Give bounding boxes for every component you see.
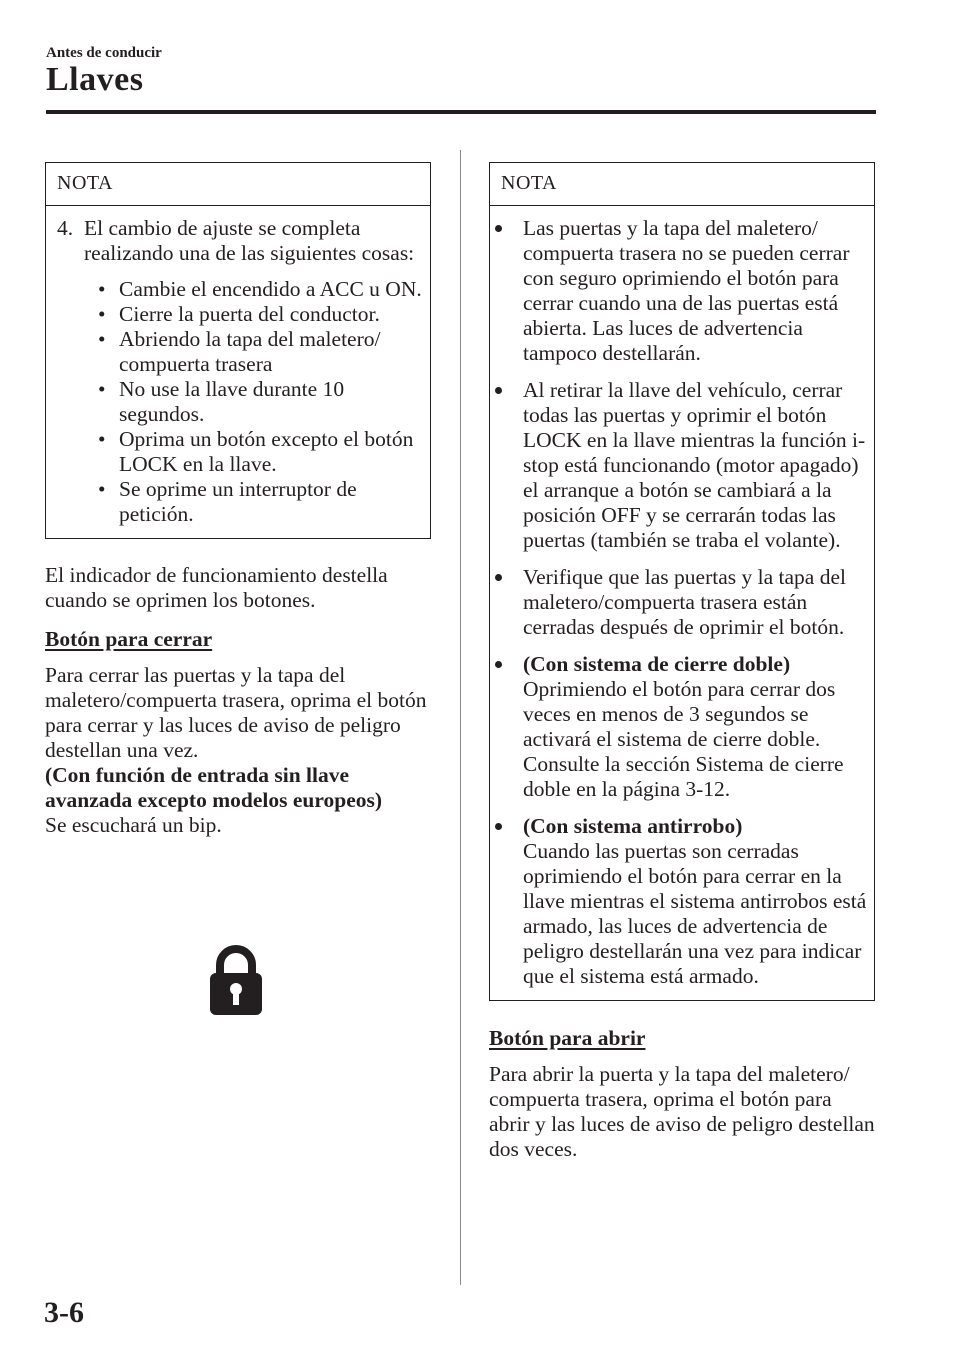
- list-item-text: Al retirar la llave del vehículo, cerrar todas las puertas y oprimir el botón LOCK en la llave mientras la función i-stop está funcionando (motor apagado) el arranque a botón se cambiará a la posición OFF y se cerrarán todas las puertas (también se traba el volante).: [523, 378, 866, 552]
- list-item: [490, 216, 868, 366]
- list-item-text: No use la llave durante 10 segundos.: [119, 377, 345, 426]
- bullet-icon: [495, 823, 502, 830]
- lock-paragraph: [45, 663, 431, 838]
- bullet-icon: •: [98, 427, 106, 451]
- note-body: [46, 206, 430, 538]
- lock-text: Para cerrar las puertas y la tapa del maletero/compuerta trasera, oprima el botón para cerrar y las luces de aviso de peligro destellan una vez.: [45, 663, 427, 762]
- list-item-text: Cierre la puerta del conductor.: [119, 302, 380, 326]
- list-item-text: Oprima un botón excepto el botón LOCK en la llave.: [119, 427, 414, 476]
- section-label: Antes de conducir: [46, 45, 162, 61]
- list-item-text: Verifique que las puertas y la tapa del maletero/compuerta trasera están cerradas después de oprimir el botón.: [523, 565, 846, 639]
- list-item: [84, 477, 430, 527]
- list-item: [490, 652, 868, 802]
- note-heading: NOTA: [46, 163, 430, 206]
- bullet-icon: •: [98, 302, 106, 326]
- lock-button-heading: Botón para cerrar: [45, 627, 213, 651]
- item-number: 4.: [57, 216, 74, 240]
- list-item-text: Las puertas y la tapa del maletero/ compuerta trasera no se pueden cerrar con seguro oprimiendo el botón para cerrar cuando una de las puertas está abierta. Las luces de advertencia tampoco destellarán.: [523, 216, 850, 365]
- bullet-icon: •: [98, 477, 106, 501]
- list-item-bold: (Con sistema antirrobo): [523, 814, 743, 838]
- note-body: [490, 206, 874, 1000]
- right-column: [489, 162, 875, 1162]
- page-number: 3-6: [44, 1296, 84, 1329]
- list-item-text: Abriendo la tapa del maletero/ compuerta trasera: [119, 327, 381, 376]
- bullet-icon: [495, 225, 502, 232]
- left-column: [45, 162, 431, 838]
- list-item-text: Oprimiendo el botón para cerrar dos veces en menos de 3 segundos se activará el sistema de cierre doble. Consulte la sección Sistema de cierre doble en la página 3-12.: [523, 677, 844, 801]
- sub-list: [84, 277, 430, 527]
- list-item: [84, 377, 430, 427]
- column-divider: [460, 150, 461, 1285]
- list-item: [490, 814, 868, 989]
- list-item-text: Cuando las puertas son cerradas oprimiendo el botón para cerrar en la llave mientras el sistema antirrobos está armado, las luces de advertencia de peligro destellarán una vez para indicar que el sistema está armado.: [523, 839, 867, 988]
- list-item-text: Se oprime un interruptor de petición.: [119, 477, 357, 526]
- bullet-icon: •: [98, 327, 106, 351]
- unlock-button-heading: Botón para abrir: [489, 1026, 646, 1050]
- item-text: El cambio de ajuste se completa realizando una de las siguientes cosas:: [84, 216, 415, 265]
- list-item: [84, 327, 430, 377]
- bullet-icon: [495, 661, 502, 668]
- note-box-left: [45, 162, 431, 539]
- note-bullets: [490, 216, 868, 989]
- list-item: [84, 277, 430, 302]
- list-item: [490, 378, 868, 553]
- list-item: [84, 427, 430, 477]
- header-rule: [46, 110, 876, 114]
- list-item-bold: (Con sistema de cierre doble): [523, 652, 791, 676]
- note-box-right: [489, 162, 875, 1001]
- bullet-icon: •: [98, 377, 106, 401]
- indicator-paragraph: El indicador de funcionamiento destella cuando se oprimen los botones.: [45, 563, 388, 612]
- numbered-item: [57, 216, 430, 266]
- bullet-icon: [495, 574, 502, 581]
- list-item: [84, 302, 430, 327]
- page-title: Llaves: [46, 61, 144, 98]
- list-item: [490, 565, 868, 640]
- bullet-icon: •: [98, 277, 106, 301]
- padlock-icon: [210, 945, 262, 1020]
- beep-text: Se escuchará un bip.: [45, 813, 222, 837]
- keyless-note: (Con función de entrada sin llave avanzada excepto modelos europeos): [45, 763, 383, 812]
- unlock-paragraph: Para abrir la puerta y la tapa del maletero/ compuerta trasera, oprima el botón para abrir y las luces de aviso de peligro destellan dos veces.: [489, 1062, 875, 1161]
- list-item-text: Cambie el encendido a ACC u ON.: [119, 277, 422, 301]
- bullet-icon: [495, 387, 502, 394]
- note-heading: NOTA: [490, 163, 874, 206]
